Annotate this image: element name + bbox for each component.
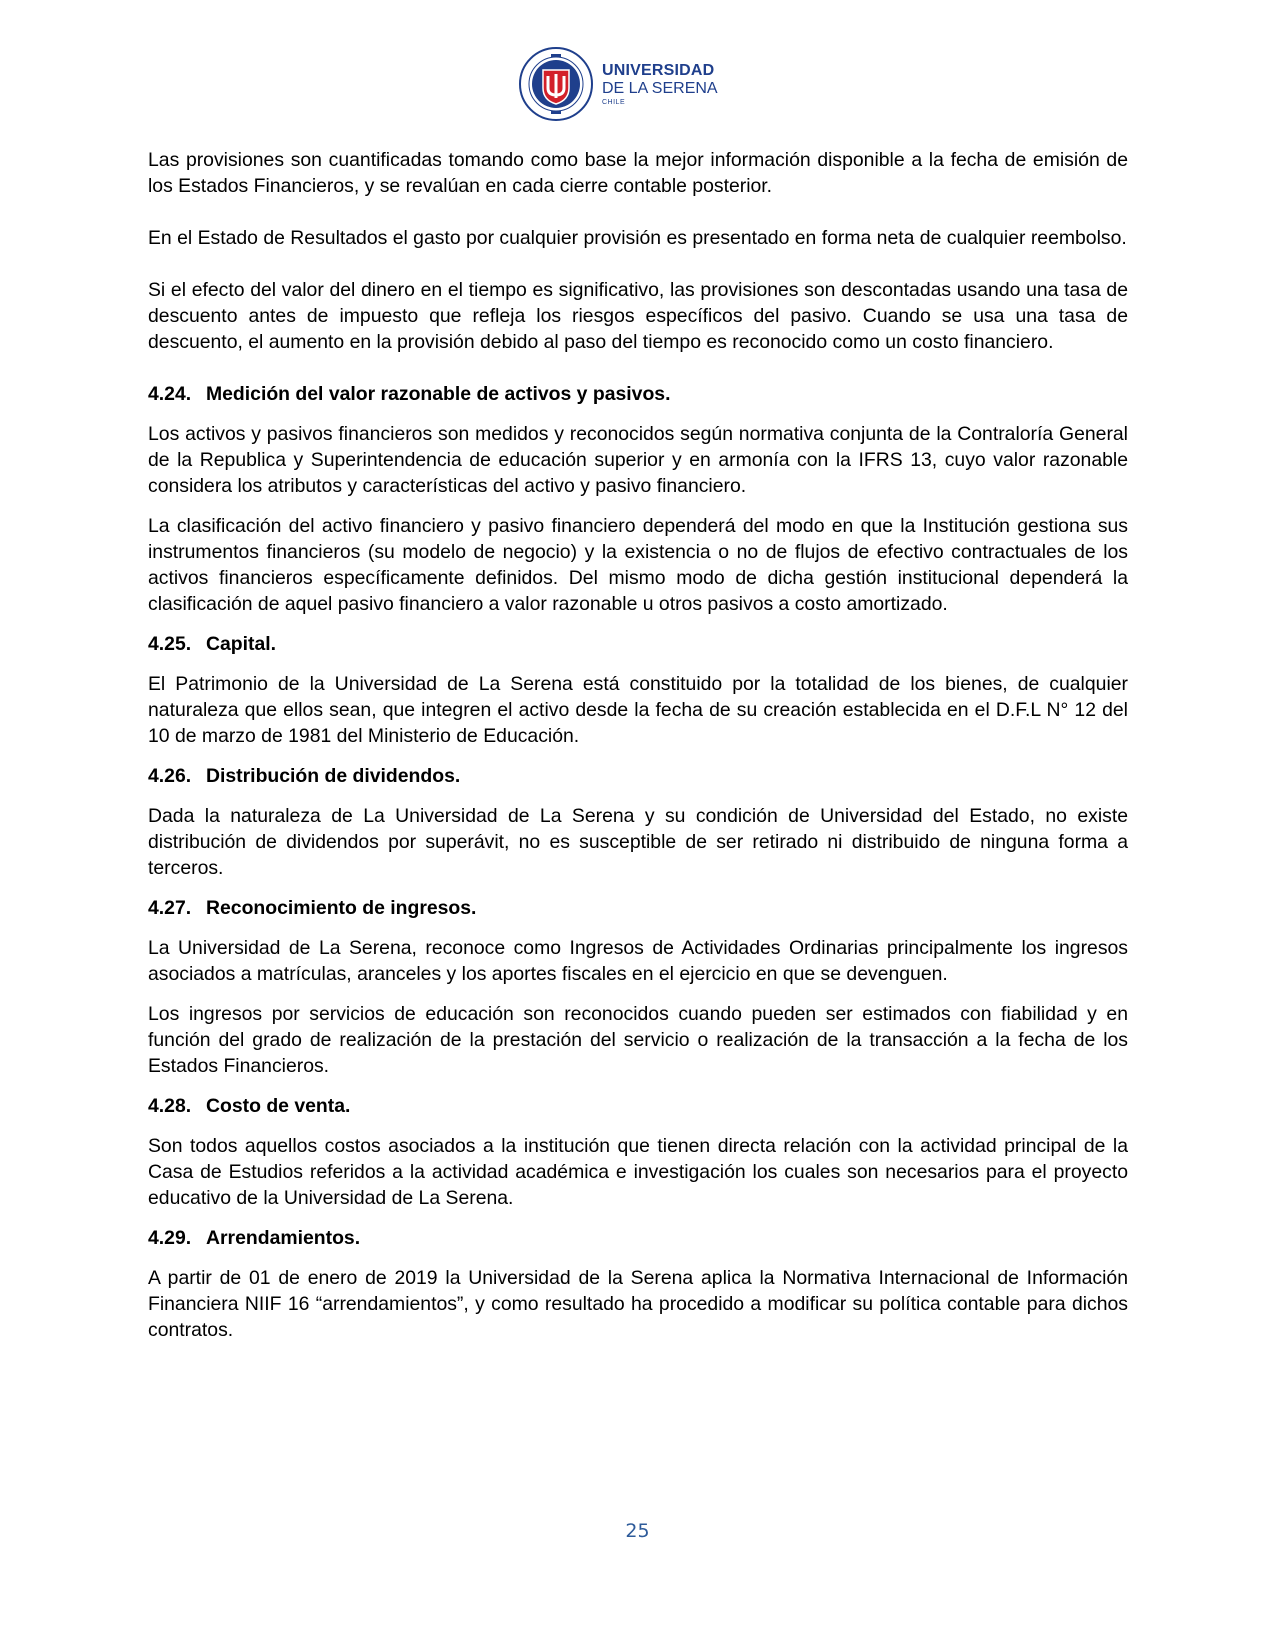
section-heading <box>148 895 1128 921</box>
paragraph: A partir de 01 de enero de 2019 la Universidad de la Serena aplica la Normativa Internacional de Información Financiera NIIF 16 “arrendamientos”, y como resultado ha procedido a modificar su política contable para dichos contratos. <box>148 1267 1128 1341</box>
paragraph: El Patrimonio de la Universidad de La Serena está constituido por la totalidad de los bienes, de cualquier naturaleza que ellos sean, que integren el activo desde la fecha de su creación establecida en el D.F.L N° 12 del 10 de marzo de 1981 del Ministerio de Educación. <box>148 673 1128 747</box>
section-heading <box>148 631 1128 657</box>
section-number: 4.29. <box>148 1227 192 1249</box>
paragraph: Los ingresos por servicios de educación son reconocidos cuando pueden ser estimados con fiabilidad y en función del grado de realización de la prestación del servicio o realización de la transacción a la fecha de los Estados Financieros. <box>148 1003 1128 1077</box>
paragraph: Si el efecto del valor del dinero en el tiempo es significativo, las provisiones son descontadas usando una tasa de descuento antes de impuesto que refleja los riesgos específicos del pasivo. Cuando se usa una tasa de descuento, el aumento en la provisión debido al paso del tiempo es reconocido como un costo financiero. <box>148 279 1128 353</box>
logo-line-1: UNIVERSIDAD <box>602 61 715 79</box>
paragraph: Son todos aquellos costos asociados a la institución que tienen directa relación con la actividad principal de la Casa de Estudios referidos a la actividad académica e investigación los cuales son necesarios para el proyecto educativo de la Universidad de La Serena. <box>148 1135 1128 1209</box>
university-seal-icon <box>518 46 594 122</box>
paragraph: La Universidad de La Serena, reconoce como Ingresos de Actividades Ordinarias principalmente los ingresos asociados a matrículas, aranceles y los aportes fiscales en el ejercicio en que se devenguen. <box>148 937 1128 985</box>
section-number: 4.26. <box>148 765 192 787</box>
section-heading <box>148 1225 1128 1251</box>
section-number: 4.28. <box>148 1095 192 1117</box>
university-logo <box>518 44 718 124</box>
paragraph: En el Estado de Resultados el gasto por cualquier provisión es presentado en forma neta de cualquier reembolso. <box>148 227 1127 249</box>
paragraph: Las provisiones son cuantificadas tomando como base la mejor información disponible a la fecha de emisión de los Estados Financieros, y se revalúan en cada cierre contable posterior. <box>148 149 1128 197</box>
section-title: Distribución de dividendos. <box>206 765 461 787</box>
section-title: Reconocimiento de ingresos. <box>206 897 477 919</box>
paragraph: Los activos y pasivos financieros son medidos y reconocidos según normativa conjunta de la Contraloría General de la Republica y Superintendencia de educación superior y en armonía con la IFRS 13, cuyo valor razonable considera los atributos y características del activo y pasivo financiero. <box>148 423 1128 497</box>
paragraph: Dada la naturaleza de La Universidad de La Serena y su condición de Universidad del Estado, no existe distribución de dividendos por superávit, no es susceptible de ser retirado ni distribuido de ninguna forma a terceros. <box>148 805 1128 879</box>
section-number: 4.27. <box>148 897 192 919</box>
logo-line-2: DE LA SERENA <box>602 79 718 97</box>
page-number: 25 <box>625 1520 650 1542</box>
paragraph: La clasificación del activo financiero y pasivo financiero dependerá del modo en que la Institución gestiona sus instrumentos financieros (su modelo de negocio) y la existencia o no de flujos de efectivo contractuales de los activos financieros específicamente definidos. Del mismo modo de dicha gestión institucional dependerá la clasificación de aquel pasivo financiero a valor razonable u otros pasivos a costo amortizado. <box>148 515 1128 615</box>
section-title: Costo de venta. <box>206 1095 351 1117</box>
section-title: Medición del valor razonable de activos y pasivos. <box>206 383 671 405</box>
logo-line-3: CHILE <box>602 98 626 106</box>
section-title: Capital. <box>206 633 277 655</box>
section-title: Arrendamientos. <box>206 1227 361 1249</box>
section-heading <box>148 763 1128 789</box>
section-heading <box>148 1093 1128 1119</box>
section-heading <box>148 381 1128 407</box>
section-number: 4.24. <box>148 383 192 405</box>
section-number: 4.25. <box>148 633 192 655</box>
document-body <box>148 147 1128 1343</box>
